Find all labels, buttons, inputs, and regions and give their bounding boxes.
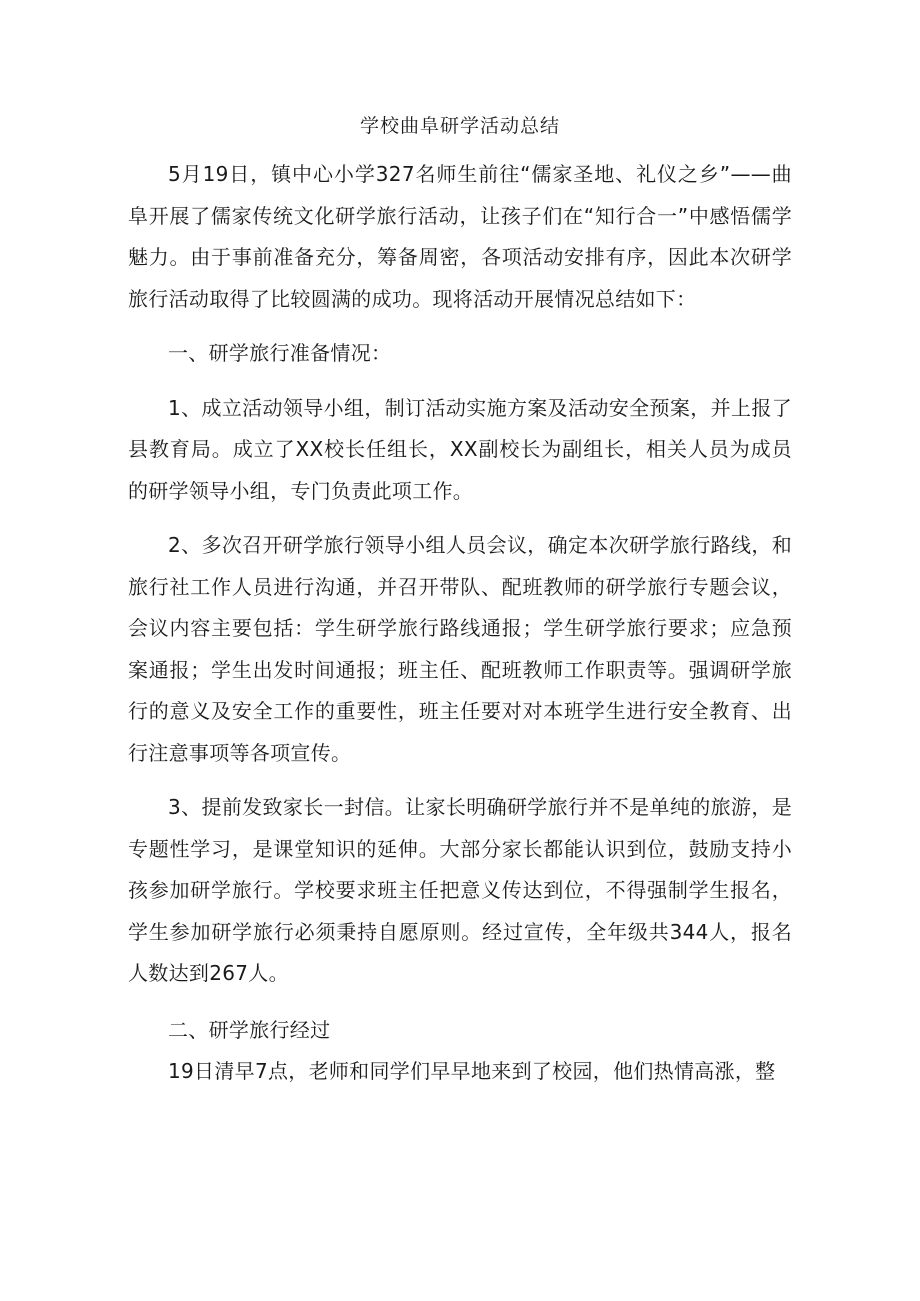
- paragraph-process-start: 19日清早7点，老师和同学们早早地来到了校园，他们热情高涨，整: [168, 1059, 776, 1083]
- paragraph-item-3: 3、提前发致家长一封信。让家长明确研学旅行并不是单纯的旅游，是专题性学习，是课堂知识的延伸。大部分家长都能认识到位，鼓励支持小孩参加研学旅行。学校要求班主任把意义传达到位，不得强制学生报名，学生参加研学旅行必须秉持自愿原则。经过宣传，全年级共344人，报名人数达到267人。: [128, 795, 792, 985]
- paragraph-intro: 5月19日，镇中心小学327名师生前往“儒家圣地、礼仪之乡”——曲阜开展了儒家传统文化研学旅行活动，让孩子们在“知行合一”中感悟儒学魅力。由于事前准备充分，筹备周密，各项活动安排有序，因此本次研学旅行活动取得了比较圆满的成功。现将活动开展情况总结如下：: [128, 162, 792, 311]
- section-heading-preparation: 一、研学旅行准备情况：: [168, 341, 392, 365]
- paragraph-item-2: 2、多次召开研学旅行领导小组人员会议，确定本次研学旅行路线，和旅行社工作人员进行沟通，并召开带队、配班教师的研学旅行专题会议，会议内容主要包括：学生研学旅行路线通报；学生研学旅行要求；应急预案通报；学生出发时间通报；班主任、配班教师工作职责等。强调研学旅行的意义及安全工作的重要性，班主任要对对本班学生进行安全教育、出行注意事项等各项宣传。: [128, 533, 792, 765]
- section-heading-process: 二、研学旅行经过: [168, 1017, 331, 1042]
- document-title: 学校曲阜研学活动总结: [359, 115, 560, 137]
- paragraph-item-1: 1、成立活动领导小组，制订活动实施方案及活动安全预案，并上报了县教育局。成立了XX校长任组长，XX副校长为副组长，相关人员为成员的研学领导小组，专门负责此项工作。: [128, 395, 792, 503]
- document-body: [128, 154, 792, 1093]
